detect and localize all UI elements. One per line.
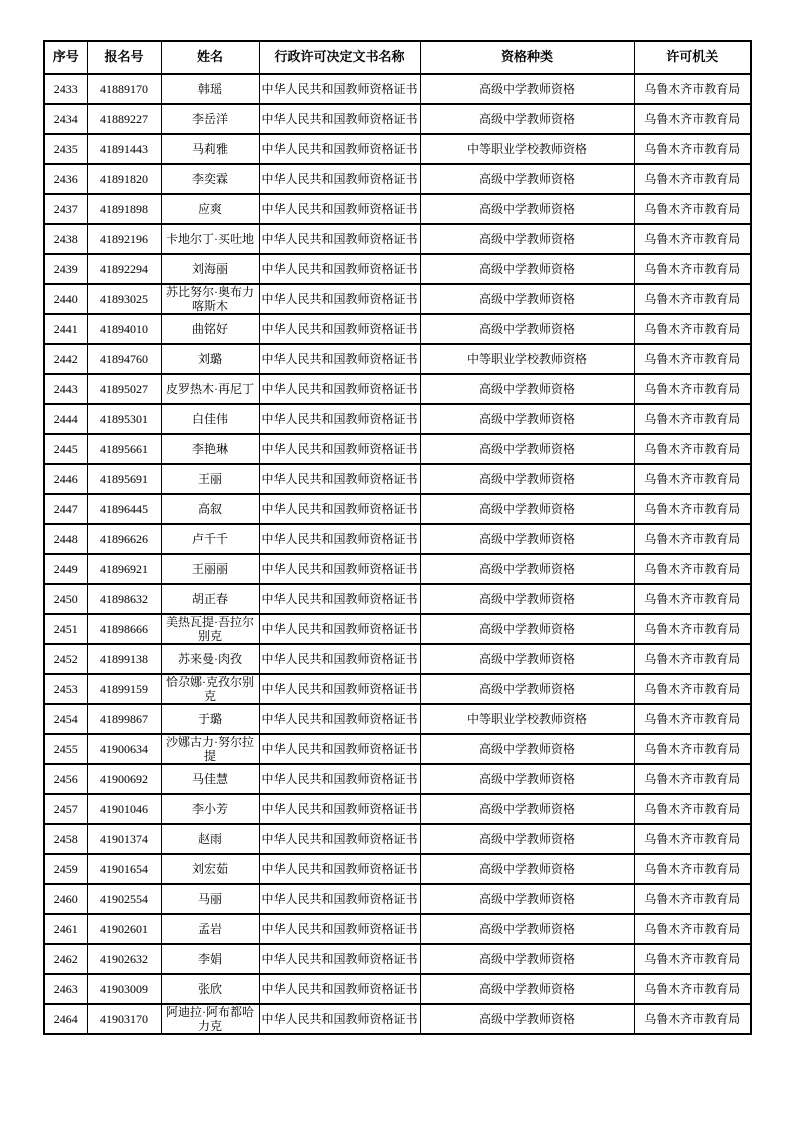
cell-serial-number: 2462: [44, 944, 87, 974]
cell-document-name: 中华人民共和国教师资格证书: [259, 194, 420, 224]
cell-serial-number: 2438: [44, 224, 87, 254]
cell-registration-number: 41895691: [87, 464, 161, 494]
cell-licensing-authority: 乌鲁木齐市教育局: [634, 884, 751, 914]
license-table: [43, 40, 752, 1035]
cell-registration-number: 41899159: [87, 674, 161, 704]
cell-licensing-authority: 乌鲁木齐市教育局: [634, 1004, 751, 1034]
cell-serial-number: 2440: [44, 284, 87, 314]
table-header: [44, 41, 751, 74]
cell-qualification-type: 高级中学教师资格: [420, 254, 634, 284]
cell-document-name: 中华人民共和国教师资格证书: [259, 1004, 420, 1034]
cell-serial-number: 2459: [44, 854, 87, 884]
cell-name: 张欣: [161, 974, 259, 1004]
cell-serial-number: 2450: [44, 584, 87, 614]
cell-serial-number: 2460: [44, 884, 87, 914]
cell-qualification-type: 高级中学教师资格: [420, 884, 634, 914]
cell-registration-number: 41889227: [87, 104, 161, 134]
table-row: [44, 254, 751, 284]
cell-registration-number: 41901374: [87, 824, 161, 854]
cell-document-name: 中华人民共和国教师资格证书: [259, 914, 420, 944]
cell-licensing-authority: 乌鲁木齐市教育局: [634, 314, 751, 344]
cell-registration-number: 41895301: [87, 404, 161, 434]
cell-name: 刘海丽: [161, 254, 259, 284]
cell-document-name: 中华人民共和国教师资格证书: [259, 944, 420, 974]
cell-licensing-authority: 乌鲁木齐市教育局: [634, 434, 751, 464]
cell-name: 李奕霖: [161, 164, 259, 194]
cell-licensing-authority: 乌鲁木齐市教育局: [634, 284, 751, 314]
cell-licensing-authority: 乌鲁木齐市教育局: [634, 554, 751, 584]
cell-qualification-type: 中等职业学校教师资格: [420, 344, 634, 374]
cell-name: 李娟: [161, 944, 259, 974]
cell-name: 李艳琳: [161, 434, 259, 464]
cell-registration-number: 41901654: [87, 854, 161, 884]
cell-name: 李岳洋: [161, 104, 259, 134]
cell-serial-number: 2454: [44, 704, 87, 734]
table-row: [44, 824, 751, 854]
cell-licensing-authority: 乌鲁木齐市教育局: [634, 404, 751, 434]
cell-name: 美热瓦提·吾拉尔别克: [161, 614, 259, 644]
header-row: [44, 41, 751, 74]
cell-serial-number: 2455: [44, 734, 87, 764]
cell-qualification-type: 高级中学教师资格: [420, 524, 634, 554]
cell-licensing-authority: 乌鲁木齐市教育局: [634, 164, 751, 194]
table-row: [44, 1004, 751, 1034]
cell-serial-number: 2441: [44, 314, 87, 344]
cell-name: 白佳伟: [161, 404, 259, 434]
cell-serial-number: 2449: [44, 554, 87, 584]
table-row: [44, 104, 751, 134]
cell-qualification-type: 高级中学教师资格: [420, 374, 634, 404]
cell-registration-number: 41894010: [87, 314, 161, 344]
cell-serial-number: 2442: [44, 344, 87, 374]
cell-licensing-authority: 乌鲁木齐市教育局: [634, 734, 751, 764]
cell-name: 王丽丽: [161, 554, 259, 584]
cell-qualification-type: 高级中学教师资格: [420, 434, 634, 464]
cell-document-name: 中华人民共和国教师资格证书: [259, 404, 420, 434]
column-header-qualification-type: 资格种类: [420, 41, 634, 74]
table-row: [44, 374, 751, 404]
cell-registration-number: 41899867: [87, 704, 161, 734]
cell-registration-number: 41889170: [87, 74, 161, 104]
cell-name: 李小芳: [161, 794, 259, 824]
column-header-serial-number: 序号: [44, 41, 87, 74]
cell-licensing-authority: 乌鲁木齐市教育局: [634, 524, 751, 554]
cell-registration-number: 41903009: [87, 974, 161, 1004]
cell-name: 马丽: [161, 884, 259, 914]
cell-licensing-authority: 乌鲁木齐市教育局: [634, 794, 751, 824]
cell-name: 于璐: [161, 704, 259, 734]
cell-document-name: 中华人民共和国教师资格证书: [259, 794, 420, 824]
cell-licensing-authority: 乌鲁木齐市教育局: [634, 194, 751, 224]
cell-registration-number: 41894760: [87, 344, 161, 374]
cell-licensing-authority: 乌鲁木齐市教育局: [634, 224, 751, 254]
cell-name: 韩瑶: [161, 74, 259, 104]
cell-document-name: 中华人民共和国教师资格证书: [259, 974, 420, 1004]
cell-registration-number: 41896626: [87, 524, 161, 554]
cell-registration-number: 41892196: [87, 224, 161, 254]
cell-qualification-type: 高级中学教师资格: [420, 74, 634, 104]
cell-name: 王丽: [161, 464, 259, 494]
cell-registration-number: 41902554: [87, 884, 161, 914]
cell-name: 刘璐: [161, 344, 259, 374]
cell-name: 胡正春: [161, 584, 259, 614]
table-row: [44, 434, 751, 464]
cell-licensing-authority: 乌鲁木齐市教育局: [634, 914, 751, 944]
cell-document-name: 中华人民共和国教师资格证书: [259, 584, 420, 614]
cell-registration-number: 41891820: [87, 164, 161, 194]
cell-document-name: 中华人民共和国教师资格证书: [259, 74, 420, 104]
table-row: [44, 524, 751, 554]
table-row: [44, 734, 751, 764]
cell-document-name: 中华人民共和国教师资格证书: [259, 254, 420, 284]
cell-registration-number: 41899138: [87, 644, 161, 674]
table-row: [44, 404, 751, 434]
cell-registration-number: 41895027: [87, 374, 161, 404]
cell-document-name: 中华人民共和国教师资格证书: [259, 224, 420, 254]
cell-serial-number: 2445: [44, 434, 87, 464]
table-row: [44, 314, 751, 344]
cell-document-name: 中华人民共和国教师资格证书: [259, 134, 420, 164]
table-row: [44, 974, 751, 1004]
table-row: [44, 224, 751, 254]
cell-document-name: 中华人民共和国教师资格证书: [259, 434, 420, 464]
cell-licensing-authority: 乌鲁木齐市教育局: [634, 614, 751, 644]
cell-qualification-type: 高级中学教师资格: [420, 614, 634, 644]
cell-qualification-type: 中等职业学校教师资格: [420, 134, 634, 164]
cell-qualification-type: 高级中学教师资格: [420, 734, 634, 764]
table-body: [44, 74, 751, 1034]
cell-document-name: 中华人民共和国教师资格证书: [259, 824, 420, 854]
cell-qualification-type: 高级中学教师资格: [420, 284, 634, 314]
cell-registration-number: 41893025: [87, 284, 161, 314]
cell-serial-number: 2443: [44, 374, 87, 404]
table-row: [44, 74, 751, 104]
cell-document-name: 中华人民共和国教师资格证书: [259, 884, 420, 914]
cell-qualification-type: 高级中学教师资格: [420, 404, 634, 434]
cell-name: 皮罗热木·再尼丁: [161, 374, 259, 404]
column-header-registration-number: 报名号: [87, 41, 161, 74]
cell-name: 曲铭好: [161, 314, 259, 344]
cell-document-name: 中华人民共和国教师资格证书: [259, 344, 420, 374]
cell-licensing-authority: 乌鲁木齐市教育局: [634, 824, 751, 854]
cell-qualification-type: 高级中学教师资格: [420, 554, 634, 584]
table-row: [44, 884, 751, 914]
cell-name: 卢千千: [161, 524, 259, 554]
cell-registration-number: 41901046: [87, 794, 161, 824]
table-row: [44, 704, 751, 734]
table-row: [44, 914, 751, 944]
cell-serial-number: 2464: [44, 1004, 87, 1034]
cell-registration-number: 41902601: [87, 914, 161, 944]
column-header-document-name: 行政许可决定文书名称: [259, 41, 420, 74]
cell-document-name: 中华人民共和国教师资格证书: [259, 104, 420, 134]
table-row: [44, 614, 751, 644]
cell-licensing-authority: 乌鲁木齐市教育局: [634, 254, 751, 284]
cell-name: 沙娜古力·努尔拉提: [161, 734, 259, 764]
cell-serial-number: 2456: [44, 764, 87, 794]
cell-registration-number: 41898632: [87, 584, 161, 614]
cell-qualification-type: 高级中学教师资格: [420, 314, 634, 344]
cell-registration-number: 41898666: [87, 614, 161, 644]
cell-qualification-type: 高级中学教师资格: [420, 224, 634, 254]
column-header-licensing-authority: 许可机关: [634, 41, 751, 74]
cell-licensing-authority: 乌鲁木齐市教育局: [634, 464, 751, 494]
cell-serial-number: 2446: [44, 464, 87, 494]
cell-registration-number: 41895661: [87, 434, 161, 464]
cell-licensing-authority: 乌鲁木齐市教育局: [634, 854, 751, 884]
cell-licensing-authority: 乌鲁木齐市教育局: [634, 74, 751, 104]
cell-licensing-authority: 乌鲁木齐市教育局: [634, 644, 751, 674]
cell-qualification-type: 高级中学教师资格: [420, 464, 634, 494]
cell-document-name: 中华人民共和国教师资格证书: [259, 284, 420, 314]
table-row: [44, 794, 751, 824]
cell-registration-number: 41891443: [87, 134, 161, 164]
table-row: [44, 674, 751, 704]
cell-licensing-authority: 乌鲁木齐市教育局: [634, 584, 751, 614]
cell-serial-number: 2447: [44, 494, 87, 524]
cell-serial-number: 2457: [44, 794, 87, 824]
cell-qualification-type: 高级中学教师资格: [420, 854, 634, 884]
cell-serial-number: 2437: [44, 194, 87, 224]
cell-document-name: 中华人民共和国教师资格证书: [259, 644, 420, 674]
cell-name: 孟岩: [161, 914, 259, 944]
cell-document-name: 中华人民共和国教师资格证书: [259, 554, 420, 584]
cell-registration-number: 41892294: [87, 254, 161, 284]
cell-serial-number: 2448: [44, 524, 87, 554]
cell-qualification-type: 高级中学教师资格: [420, 494, 634, 524]
cell-name: 恰尕娜·克孜尔别克: [161, 674, 259, 704]
cell-serial-number: 2439: [44, 254, 87, 284]
cell-qualification-type: 高级中学教师资格: [420, 824, 634, 854]
cell-name: 马佳慧: [161, 764, 259, 794]
cell-name: 苏比努尔·奥布力喀斯木: [161, 284, 259, 314]
cell-serial-number: 2452: [44, 644, 87, 674]
cell-serial-number: 2463: [44, 974, 87, 1004]
cell-name: 赵雨: [161, 824, 259, 854]
cell-serial-number: 2444: [44, 404, 87, 434]
table-row: [44, 554, 751, 584]
cell-qualification-type: 高级中学教师资格: [420, 944, 634, 974]
table-row: [44, 284, 751, 314]
cell-registration-number: 41891898: [87, 194, 161, 224]
cell-registration-number: 41903170: [87, 1004, 161, 1034]
table-row: [44, 464, 751, 494]
cell-document-name: 中华人民共和国教师资格证书: [259, 314, 420, 344]
cell-document-name: 中华人民共和国教师资格证书: [259, 674, 420, 704]
cell-qualification-type: 高级中学教师资格: [420, 584, 634, 614]
cell-name: 阿迪拉·阿布都哈力克: [161, 1004, 259, 1034]
table-row: [44, 944, 751, 974]
cell-serial-number: 2453: [44, 674, 87, 704]
cell-licensing-authority: 乌鲁木齐市教育局: [634, 974, 751, 1004]
cell-registration-number: 41896921: [87, 554, 161, 584]
cell-licensing-authority: 乌鲁木齐市教育局: [634, 374, 751, 404]
cell-licensing-authority: 乌鲁木齐市教育局: [634, 674, 751, 704]
cell-qualification-type: 高级中学教师资格: [420, 794, 634, 824]
cell-document-name: 中华人民共和国教师资格证书: [259, 164, 420, 194]
cell-licensing-authority: 乌鲁木齐市教育局: [634, 944, 751, 974]
cell-licensing-authority: 乌鲁木齐市教育局: [634, 104, 751, 134]
cell-document-name: 中华人民共和国教师资格证书: [259, 614, 420, 644]
cell-qualification-type: 高级中学教师资格: [420, 674, 634, 704]
cell-registration-number: 41900634: [87, 734, 161, 764]
table-row: [44, 344, 751, 374]
cell-qualification-type: 高级中学教师资格: [420, 974, 634, 1004]
cell-document-name: 中华人民共和国教师资格证书: [259, 524, 420, 554]
cell-qualification-type: 高级中学教师资格: [420, 194, 634, 224]
cell-serial-number: 2435: [44, 134, 87, 164]
cell-document-name: 中华人民共和国教师资格证书: [259, 494, 420, 524]
cell-name: 刘宏茹: [161, 854, 259, 884]
cell-document-name: 中华人民共和国教师资格证书: [259, 374, 420, 404]
cell-registration-number: 41902632: [87, 944, 161, 974]
cell-registration-number: 41900692: [87, 764, 161, 794]
cell-name: 应爽: [161, 194, 259, 224]
cell-qualification-type: 高级中学教师资格: [420, 914, 634, 944]
table-row: [44, 194, 751, 224]
cell-document-name: 中华人民共和国教师资格证书: [259, 464, 420, 494]
cell-licensing-authority: 乌鲁木齐市教育局: [634, 704, 751, 734]
cell-document-name: 中华人民共和国教师资格证书: [259, 764, 420, 794]
cell-serial-number: 2451: [44, 614, 87, 644]
cell-registration-number: 41896445: [87, 494, 161, 524]
table-row: [44, 134, 751, 164]
cell-qualification-type: 中等职业学校教师资格: [420, 704, 634, 734]
table-row: [44, 584, 751, 614]
cell-serial-number: 2436: [44, 164, 87, 194]
column-header-name: 姓名: [161, 41, 259, 74]
cell-document-name: 中华人民共和国教师资格证书: [259, 704, 420, 734]
cell-qualification-type: 高级中学教师资格: [420, 1004, 634, 1034]
cell-serial-number: 2434: [44, 104, 87, 134]
cell-serial-number: 2433: [44, 74, 87, 104]
cell-document-name: 中华人民共和国教师资格证书: [259, 854, 420, 884]
cell-qualification-type: 高级中学教师资格: [420, 164, 634, 194]
cell-name: 卡地尔丁·买吐地: [161, 224, 259, 254]
table-row: [44, 164, 751, 194]
cell-qualification-type: 高级中学教师资格: [420, 104, 634, 134]
table-row: [44, 644, 751, 674]
cell-licensing-authority: 乌鲁木齐市教育局: [634, 764, 751, 794]
cell-licensing-authority: 乌鲁木齐市教育局: [634, 134, 751, 164]
cell-serial-number: 2461: [44, 914, 87, 944]
cell-name: 马莉雅: [161, 134, 259, 164]
cell-qualification-type: 高级中学教师资格: [420, 764, 634, 794]
cell-name: 苏来曼·肉孜: [161, 644, 259, 674]
cell-document-name: 中华人民共和国教师资格证书: [259, 734, 420, 764]
cell-name: 高叙: [161, 494, 259, 524]
cell-qualification-type: 高级中学教师资格: [420, 644, 634, 674]
table-row: [44, 854, 751, 884]
table-row: [44, 494, 751, 524]
cell-serial-number: 2458: [44, 824, 87, 854]
cell-licensing-authority: 乌鲁木齐市教育局: [634, 344, 751, 374]
cell-licensing-authority: 乌鲁木齐市教育局: [634, 494, 751, 524]
table-row: [44, 764, 751, 794]
